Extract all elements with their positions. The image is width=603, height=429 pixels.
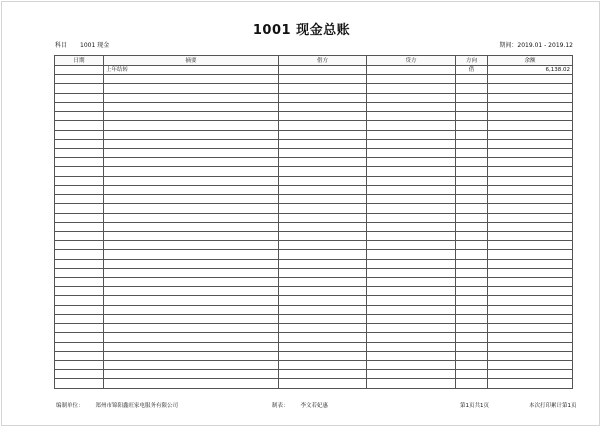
empty-cell [104,84,279,93]
cell-debit [279,66,367,75]
maker-value: 李文若妃惠 [300,403,329,409]
empty-cell [104,121,279,130]
empty-cell [279,130,367,139]
empty-cell [488,213,573,222]
cell-credit [367,66,456,75]
header-row [55,56,573,66]
empty-cell [488,167,573,176]
empty-cell [55,148,104,157]
empty-cell [279,231,367,240]
empty-cell [488,176,573,185]
period-info: 期间：2019.01 - 2019.12 [499,42,573,49]
empty-cell [55,112,104,121]
empty-cell [104,75,279,84]
empty-cell [279,287,367,296]
empty-cell [104,351,279,360]
empty-cell [104,176,279,185]
empty-cell [55,158,104,167]
empty-cell [55,121,104,130]
empty-cell [279,112,367,121]
table-row-empty [55,195,573,204]
empty-cell [456,195,488,204]
empty-cell [104,112,279,121]
empty-cell [55,305,104,314]
empty-cell [279,342,367,351]
empty-cell [456,167,488,176]
empty-cell [55,204,104,213]
col-debit-header: 借方 [279,56,367,66]
empty-cell [104,333,279,342]
empty-cell [456,121,488,130]
empty-cell [488,112,573,121]
empty-cell [488,130,573,139]
empty-cell [55,333,104,342]
empty-cell [488,102,573,111]
empty-cell [367,222,456,231]
empty-cell [55,379,104,389]
empty-cell [488,84,573,93]
empty-cell [488,379,573,389]
table-row-empty [55,75,573,84]
empty-cell [456,287,488,296]
empty-cell [367,259,456,268]
empty-cell [55,195,104,204]
empty-cell [456,296,488,305]
empty-cell [279,268,367,277]
empty-cell [456,75,488,84]
footer-unit [56,403,178,410]
empty-cell [279,121,367,130]
empty-cell [367,250,456,259]
empty-cell [104,342,279,351]
empty-cell [104,213,279,222]
empty-cell [55,167,104,176]
table-row-empty [55,213,573,222]
ledger-table [54,55,573,389]
empty-cell [456,148,488,157]
empty-cell [367,130,456,139]
table-row-empty [55,379,573,389]
empty-cell [55,176,104,185]
empty-cell [104,259,279,268]
empty-cell [488,324,573,333]
empty-cell [104,195,279,204]
empty-cell [55,130,104,139]
empty-cell [488,250,573,259]
empty-cell [55,102,104,111]
empty-cell [456,139,488,148]
empty-cell [488,185,573,194]
empty-cell [55,250,104,259]
empty-cell [456,361,488,370]
empty-cell [279,379,367,389]
cell-summary: 上年结转 [104,66,279,75]
empty-cell [367,379,456,389]
empty-cell [488,296,573,305]
empty-cell [367,305,456,314]
empty-cell [279,324,367,333]
table-row-empty [55,84,573,93]
empty-cell [367,213,456,222]
empty-cell [456,204,488,213]
table-row-empty [55,333,573,342]
table-row-empty [55,296,573,305]
empty-cell [456,112,488,121]
empty-cell [367,333,456,342]
footer-page: 第1页共1页 [460,403,489,409]
empty-cell [367,278,456,287]
empty-cell [367,112,456,121]
empty-cell [456,370,488,379]
table-row [55,66,573,75]
empty-cell [456,93,488,102]
empty-cell [104,268,279,277]
col-date-header: 日期 [55,56,104,66]
empty-cell [104,167,279,176]
empty-cell [488,370,573,379]
table-row-empty [55,268,573,277]
empty-cell [456,84,488,93]
empty-cell [104,222,279,231]
empty-cell [104,305,279,314]
subject-label: 科目 [55,42,68,49]
empty-cell [104,158,279,167]
table-row-empty [55,250,573,259]
empty-cell [488,241,573,250]
empty-cell [279,176,367,185]
empty-cell [367,287,456,296]
empty-cell [488,333,573,342]
table-row-empty [55,342,573,351]
empty-cell [488,158,573,167]
table-row-empty [55,278,573,287]
period-label: 期间 [499,42,512,49]
ledger-title: 1001 现金总账 [252,23,351,38]
empty-cell [488,287,573,296]
empty-cell [55,314,104,323]
empty-cell [55,278,104,287]
empty-cell [104,278,279,287]
empty-cell [55,361,104,370]
col-direction-header: 方向 [456,56,488,66]
empty-cell [279,148,367,157]
empty-cell [279,361,367,370]
empty-cell [55,75,104,84]
empty-cell [279,93,367,102]
empty-cell [55,231,104,240]
empty-cell [104,370,279,379]
empty-cell [367,204,456,213]
empty-cell [367,296,456,305]
table-row-empty [55,176,573,185]
empty-cell [456,231,488,240]
empty-cell [279,185,367,194]
table-row-empty [55,102,573,111]
empty-cell [456,333,488,342]
empty-cell [488,204,573,213]
empty-cell [456,213,488,222]
table-row-empty [55,130,573,139]
table-row-empty [55,241,573,250]
empty-cell [456,314,488,323]
empty-cell [279,102,367,111]
empty-cell [279,351,367,360]
empty-cell [55,259,104,268]
empty-cell [456,268,488,277]
empty-cell [279,139,367,148]
empty-cell [55,213,104,222]
unit-value: 郑州市锦阳鑫旺家电服务有限公司 [95,403,179,409]
table-row-empty [55,139,573,148]
empty-cell [367,351,456,360]
empty-cell [367,231,456,240]
empty-cell [104,296,279,305]
empty-cell [279,167,367,176]
empty-cell [104,139,279,148]
empty-cell [104,185,279,194]
empty-cell [367,195,456,204]
table-row-empty [55,158,573,167]
empty-cell [456,158,488,167]
empty-cell [367,241,456,250]
empty-cell [488,351,573,360]
table-row-empty [55,259,573,268]
empty-cell [279,333,367,342]
table-row-empty [55,287,573,296]
empty-cell [488,195,573,204]
empty-cell [488,222,573,231]
empty-cell [279,84,367,93]
empty-cell [488,278,573,287]
empty-cell [279,241,367,250]
empty-cell [104,361,279,370]
cell-direction: 借 [456,66,488,75]
empty-cell [488,148,573,157]
empty-cell [456,342,488,351]
empty-cell [367,370,456,379]
table-row-empty [55,314,573,323]
empty-cell [367,185,456,194]
empty-cell [279,314,367,323]
empty-cell [55,287,104,296]
col-balance-header: 余额 [488,56,573,66]
empty-cell [367,342,456,351]
table-row-empty [55,370,573,379]
empty-cell [55,241,104,250]
empty-cell [488,361,573,370]
empty-cell [367,148,456,157]
empty-cell [104,379,279,389]
empty-cell [279,250,367,259]
empty-cell [55,296,104,305]
empty-cell [104,231,279,240]
footer-print-note: 本次打印累计第1页 [529,403,577,409]
empty-cell [456,185,488,194]
empty-cell [104,241,279,250]
empty-cell [55,370,104,379]
empty-cell [456,241,488,250]
empty-cell [456,305,488,314]
empty-cell [456,351,488,360]
empty-cell [456,130,488,139]
empty-cell [104,204,279,213]
empty-cell [104,314,279,323]
empty-cell [279,278,367,287]
empty-cell [104,102,279,111]
empty-cell [55,222,104,231]
empty-cell [456,222,488,231]
empty-cell [367,75,456,84]
empty-cell [488,231,573,240]
empty-cell [367,361,456,370]
empty-cell [279,204,367,213]
empty-cell [279,158,367,167]
empty-cell [456,278,488,287]
empty-cell [456,379,488,389]
empty-cell [367,93,456,102]
empty-cell [456,250,488,259]
table-row-empty [55,305,573,314]
table-row-empty [55,185,573,194]
empty-cell [367,84,456,93]
empty-cell [456,102,488,111]
empty-cell [488,342,573,351]
empty-cell [55,93,104,102]
table-row-empty [55,324,573,333]
empty-cell [279,296,367,305]
empty-cell [104,93,279,102]
empty-cell [55,324,104,333]
cell-balance: 6,138.02 [488,66,573,75]
empty-cell [488,268,573,277]
empty-cell [488,93,573,102]
table-row-empty [55,121,573,130]
maker-label: 制表： [272,403,289,409]
empty-cell [55,185,104,194]
empty-cell [55,351,104,360]
empty-cell [104,148,279,157]
empty-cell [279,305,367,314]
empty-cell [367,102,456,111]
table-row-empty [55,148,573,157]
empty-cell [456,176,488,185]
col-summary-header: 摘要 [104,56,279,66]
empty-cell [367,314,456,323]
empty-cell [104,287,279,296]
table-row-empty [55,231,573,240]
subject-info [55,42,109,50]
empty-cell [279,259,367,268]
table-row-empty [55,361,573,370]
unit-label: 编制单位： [56,403,84,409]
col-credit-header: 贷方 [367,56,456,66]
empty-cell [367,167,456,176]
empty-cell [279,213,367,222]
empty-cell [367,324,456,333]
empty-cell [488,314,573,323]
empty-cell [367,158,456,167]
empty-cell [367,139,456,148]
empty-cell [279,222,367,231]
empty-cell [279,195,367,204]
empty-cell [488,121,573,130]
empty-cell [104,324,279,333]
cell-date [55,66,104,75]
table-row-empty [55,222,573,231]
period-value: 2019.01 - 2019.12 [517,42,573,49]
empty-cell [456,259,488,268]
empty-cell [367,176,456,185]
empty-cell [456,324,488,333]
table-row-empty [55,167,573,176]
empty-cell [279,75,367,84]
empty-cell [55,342,104,351]
empty-cell [279,370,367,379]
table-row-empty [55,351,573,360]
table-row-empty [55,93,573,102]
table-row-empty [55,112,573,121]
empty-cell [488,139,573,148]
empty-cell [488,259,573,268]
empty-cell [367,268,456,277]
empty-cell [488,75,573,84]
empty-cell [104,130,279,139]
empty-cell [55,268,104,277]
empty-cell [55,84,104,93]
empty-cell [104,250,279,259]
empty-cell [367,121,456,130]
subject-value: 1001 现金 [80,42,110,49]
empty-cell [55,139,104,148]
empty-cell [488,305,573,314]
table-row-empty [55,204,573,213]
footer-maker [272,403,328,410]
